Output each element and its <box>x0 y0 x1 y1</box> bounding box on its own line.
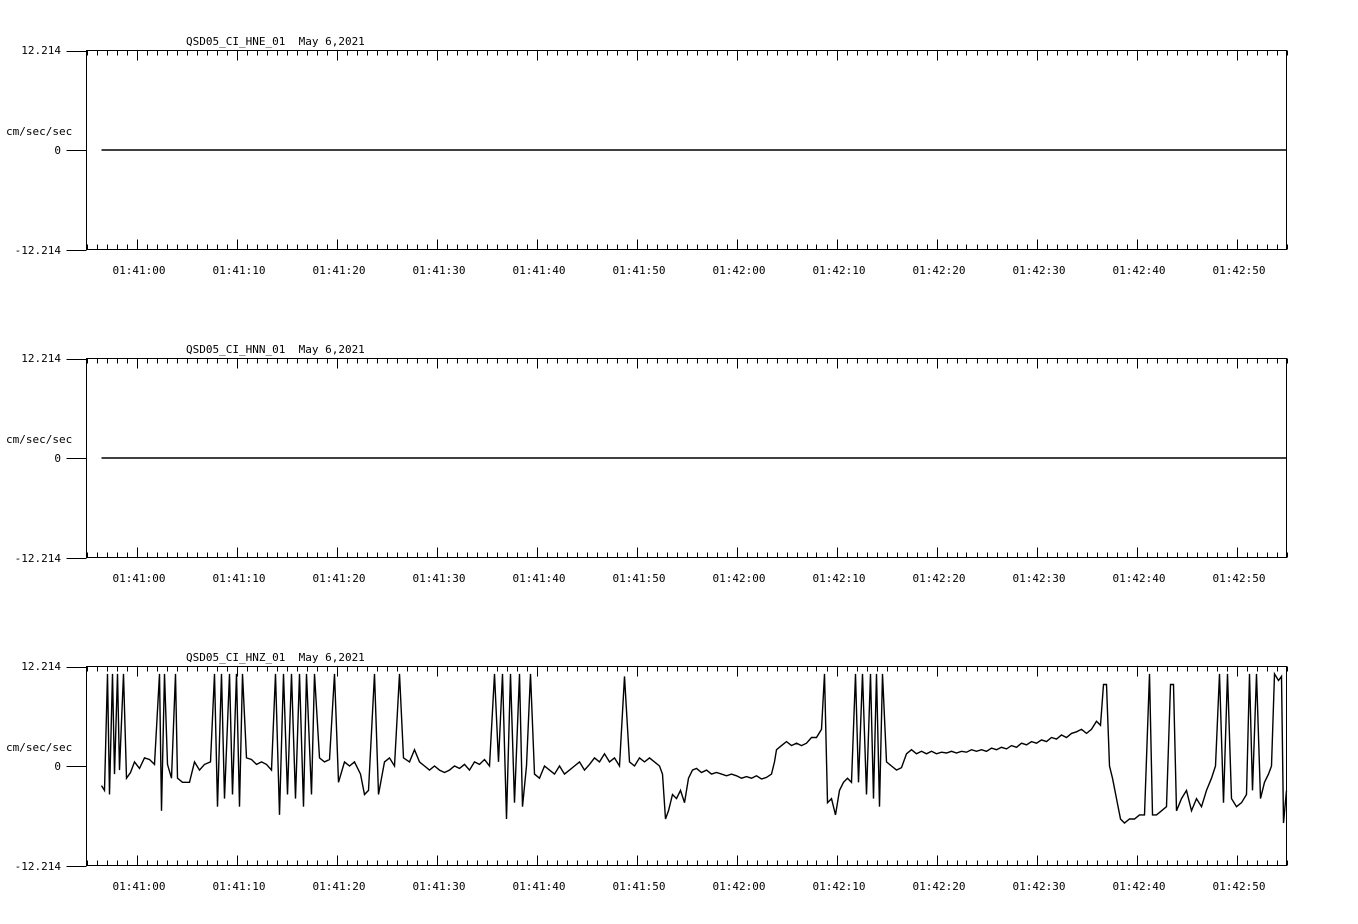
hne-x-tick-label: 01:42:50 <box>1212 264 1266 277</box>
hne-channel-title: QSD05_CI_HNE_01 May 6,2021 <box>186 35 365 48</box>
hnz-x-tick-label: 01:41:10 <box>212 880 266 893</box>
hne-x-tick-label: 01:41:00 <box>112 264 166 277</box>
hnn-y-max-label: 12.214 <box>21 352 61 365</box>
hnz-x-tick-label: 01:41:20 <box>312 880 366 893</box>
hne-x-tick-label: 01:41:50 <box>612 264 666 277</box>
hnz-x-tick-label: 01:42:10 <box>812 880 866 893</box>
hne-x-tick-label: 01:41:30 <box>412 264 466 277</box>
hnn-y-min-label: -12.214 <box>14 552 61 565</box>
hne-x-tick-label: 01:41:10 <box>212 264 266 277</box>
hne-x-tick-label: 01:42:10 <box>812 264 866 277</box>
hnz-y-axis-label: cm/sec/sec <box>6 741 73 754</box>
hnz-x-tick-label: 01:42:30 <box>1012 880 1066 893</box>
hne-channel-panel <box>6 35 1288 277</box>
hnz-x-tick-labels <box>113 880 1266 893</box>
hnz-y-zero-label: 0 <box>54 760 61 773</box>
hne-x-tick-labels <box>113 264 1266 277</box>
hnz-y-min-label: -12.214 <box>14 860 61 873</box>
hnn-y-zero-label: 0 <box>54 452 61 465</box>
hnn-x-tick-labels <box>113 572 1266 585</box>
hne-x-tick-label: 01:41:20 <box>312 264 366 277</box>
hnz-x-tick-label: 01:42:50 <box>1212 880 1266 893</box>
hnn-channel-title: QSD05_CI_HNN_01 May 6,2021 <box>186 343 365 356</box>
hnn-x-tick-label: 01:41:30 <box>412 572 466 585</box>
hnz-channel-title: QSD05_CI_HNZ_01 May 6,2021 <box>186 651 365 664</box>
hnn-x-tick-label: 01:41:00 <box>112 572 166 585</box>
hne-x-tick-label: 01:42:40 <box>1112 264 1166 277</box>
hnn-x-tick-label: 01:42:00 <box>712 572 766 585</box>
hnn-x-tick-label: 01:42:50 <box>1212 572 1266 585</box>
hne-x-tick-label: 01:42:20 <box>912 264 966 277</box>
hnn-y-axis-label: cm/sec/sec <box>6 433 73 446</box>
hnz-x-tick-label: 01:41:50 <box>612 880 666 893</box>
hnz-x-tick-label: 01:41:40 <box>512 880 566 893</box>
hnz-x-tick-label: 01:42:00 <box>712 880 766 893</box>
hnz-channel-panel <box>6 651 1288 893</box>
hnz-x-tick-label: 01:41:00 <box>112 880 166 893</box>
hnn-channel-panel <box>6 343 1288 585</box>
hne-y-zero-label: 0 <box>54 144 61 157</box>
hnn-x-tick-label: 01:42:30 <box>1012 572 1066 585</box>
hne-y-min-label: -12.214 <box>14 244 61 257</box>
hne-x-tick-label: 01:41:40 <box>512 264 566 277</box>
hnn-x-tick-label: 01:42:40 <box>1112 572 1166 585</box>
hne-y-max-label: 12.214 <box>21 44 61 57</box>
hnn-x-tick-label: 01:41:40 <box>512 572 566 585</box>
hnn-x-tick-label: 01:42:20 <box>912 572 966 585</box>
hnn-x-tick-label: 01:41:50 <box>612 572 666 585</box>
hnn-x-tick-label: 01:41:10 <box>212 572 266 585</box>
hnz-waveform-line <box>102 674 1287 823</box>
hne-y-axis-label: cm/sec/sec <box>6 125 73 138</box>
hnz-x-tick-label: 01:42:40 <box>1112 880 1166 893</box>
hnn-x-tick-label: 01:41:20 <box>312 572 366 585</box>
hne-x-tick-label: 01:42:30 <box>1012 264 1066 277</box>
hnz-y-max-label: 12.214 <box>21 660 61 673</box>
hnz-axis-ticks <box>67 667 1288 867</box>
hnz-x-tick-label: 01:41:30 <box>412 880 466 893</box>
hnz-x-tick-label: 01:42:20 <box>912 880 966 893</box>
hnn-x-tick-label: 01:42:10 <box>812 572 866 585</box>
hne-x-tick-label: 01:42:00 <box>712 264 766 277</box>
